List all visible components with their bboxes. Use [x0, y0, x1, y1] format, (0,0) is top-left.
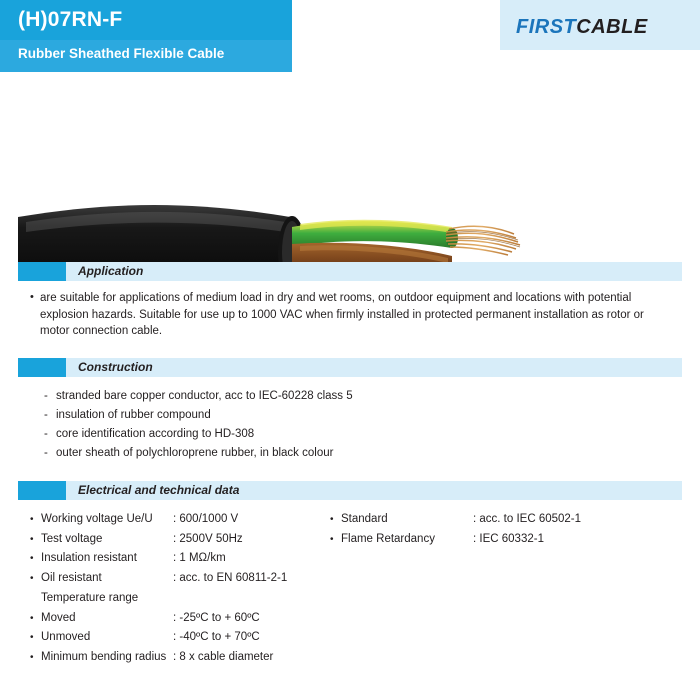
page-title: (H)07RN-F — [18, 8, 123, 31]
table-row — [30, 609, 330, 629]
application-bullet-text: are suitable for applications of medium load in dry and wet rooms, on outdoor equipment and locations with potential explosion hazards. Suitable for use up to 1000 VAC when firmly installed in protected permanent installation as rotor or motor connection cable. — [40, 292, 644, 338]
product-image — [0, 72, 700, 262]
table-row — [330, 530, 620, 550]
construction-item-text: stranded bare copper conductor, acc to IEC-60228 class 5 — [56, 390, 353, 403]
row-value: : -25ºC to + 60ºC — [173, 611, 260, 624]
electrical-data-table — [30, 510, 670, 668]
bullet-dot-icon: • — [30, 513, 34, 525]
row-label: Oil resistant — [41, 572, 102, 585]
row-label: Working voltage Ue/U — [41, 512, 153, 525]
table-row — [30, 530, 330, 550]
page-subtitle: Rubber Sheathed Flexible Cable — [18, 46, 225, 61]
list-item — [44, 387, 670, 406]
row-value: : -40ºC to + 70ºC — [173, 631, 260, 644]
row-label: Temperature range — [41, 591, 139, 604]
table-row — [30, 569, 330, 589]
page-header — [0, 0, 700, 72]
row-value: : acc. to EN 60811-2-1 — [173, 572, 288, 585]
row-label: Flame Retardancy — [341, 532, 435, 545]
bullet-dot-icon: • — [30, 652, 34, 664]
dash-icon: - — [44, 390, 48, 403]
bullet-dot-icon: • — [30, 632, 34, 644]
row-label: Unmoved — [41, 631, 91, 644]
construction-item-text: outer sheath of polychloroprene rubber, in black colour — [56, 446, 334, 459]
bullet-dot-icon: • — [30, 573, 34, 585]
section-title-construction: Construction — [78, 360, 153, 375]
table-row-subheading — [30, 589, 330, 609]
section-application — [0, 262, 700, 340]
dash-icon: - — [44, 446, 48, 459]
table-row — [30, 510, 330, 530]
row-label: Standard — [341, 512, 388, 525]
construction-item-text: core identification according to HD-308 — [56, 427, 255, 440]
section-bar-electrical — [18, 481, 682, 500]
section-tab-icon — [18, 481, 66, 500]
row-value: : 8 x cable diameter — [173, 651, 274, 664]
row-label: Moved — [41, 611, 76, 624]
logo-first-text: FIRST — [516, 16, 577, 38]
bullet-dot-icon: • — [30, 612, 34, 624]
electrical-right-column — [330, 510, 620, 668]
row-label: Test voltage — [41, 532, 103, 545]
row-value: : 600/1000 V — [173, 512, 239, 525]
construction-list — [44, 387, 670, 463]
dash-icon: - — [44, 408, 48, 421]
row-value: : IEC 60332-1 — [473, 532, 544, 545]
section-electrical — [0, 481, 700, 668]
bullet-dot-icon: • — [30, 553, 34, 565]
section-title-electrical: Electrical and technical data — [78, 482, 240, 497]
section-bar-construction — [18, 358, 682, 377]
row-label: Minimum bending radius — [41, 651, 167, 664]
section-construction — [0, 358, 700, 463]
section-tab-icon — [18, 262, 66, 281]
application-bullet — [30, 290, 670, 340]
table-row — [330, 510, 620, 530]
application-body — [30, 290, 670, 340]
construction-body — [30, 387, 670, 463]
section-bar-application — [18, 262, 682, 281]
row-value: : acc. to IEC 60502-1 — [473, 512, 582, 525]
list-item — [44, 425, 670, 444]
row-label: Insulation resistant — [41, 552, 137, 565]
table-row — [30, 628, 330, 648]
bullet-dot-icon: • — [330, 513, 334, 525]
table-row — [30, 549, 330, 569]
footer-spacer — [0, 668, 700, 698]
bullet-dot-icon: • — [330, 533, 334, 545]
list-item — [44, 406, 670, 425]
bullet-dot-icon: • — [30, 291, 34, 303]
section-tab-icon — [18, 358, 66, 377]
brand-logo — [516, 16, 648, 39]
bullet-dot-icon: • — [30, 533, 34, 545]
section-title-application: Application — [78, 264, 144, 278]
table-row — [30, 648, 330, 668]
dash-icon: - — [44, 427, 48, 440]
row-value: : 2500V 50Hz — [173, 532, 243, 545]
electrical-left-column — [30, 510, 330, 668]
row-value: : 1 MΩ/km — [173, 552, 226, 565]
cable-illustration — [0, 72, 700, 262]
list-item — [44, 444, 670, 463]
logo-cable-text: CABLE — [576, 16, 648, 38]
construction-item-text: insulation of rubber compound — [56, 408, 211, 421]
